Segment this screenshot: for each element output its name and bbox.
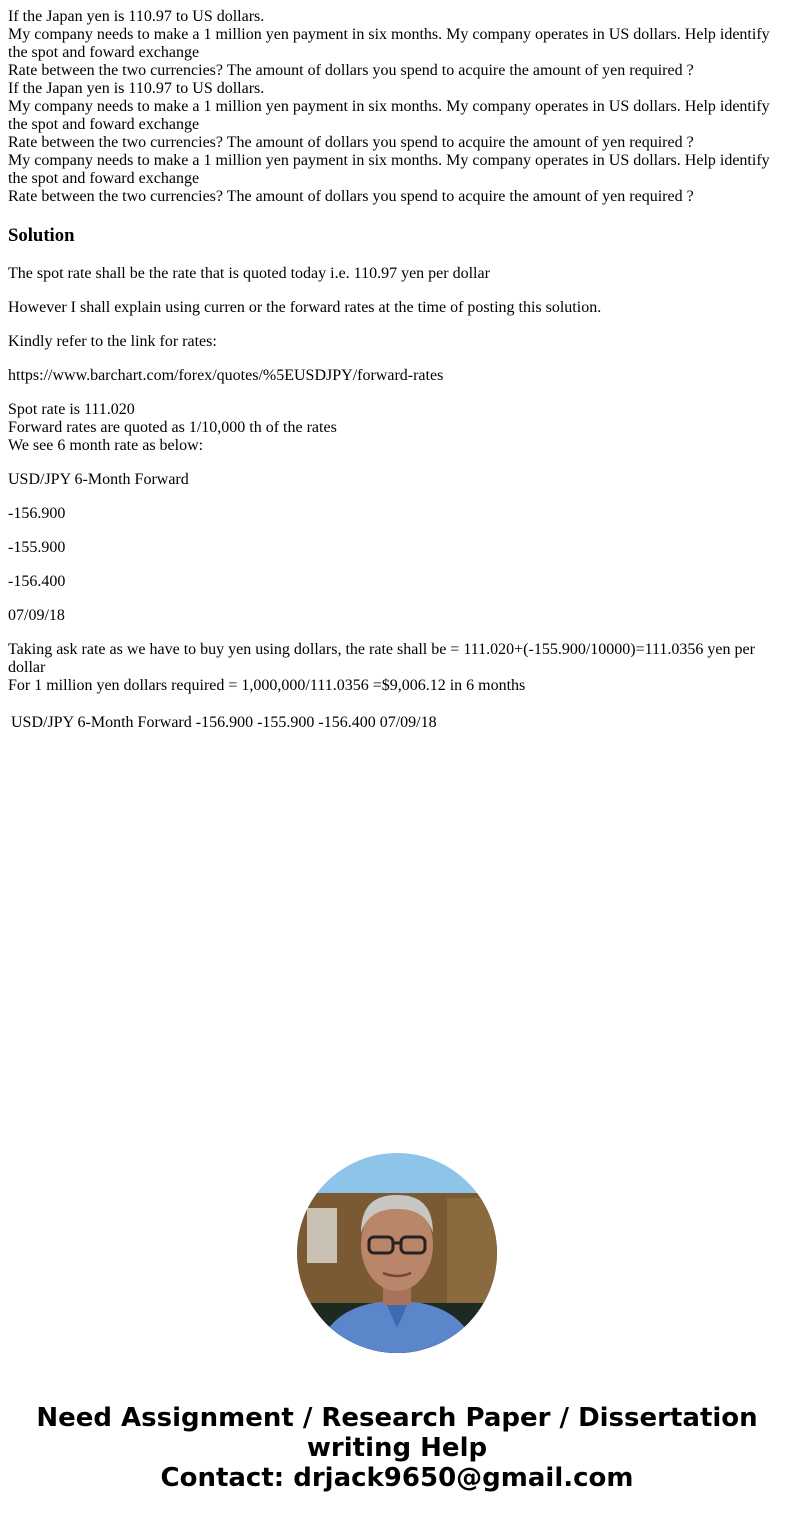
author-avatar bbox=[297, 1153, 497, 1353]
spot-statement: The spot rate shall be the rate that is quoted today i.e. 110.97 yen per dollar bbox=[8, 265, 490, 282]
ask-value: -155.900 bbox=[8, 539, 66, 556]
question-line: If the Japan yen is 110.97 to US dollars. bbox=[8, 8, 265, 25]
refer-paragraph: Kindly refer to the link for rates: bbox=[8, 333, 217, 350]
solution-heading: Solution bbox=[8, 225, 75, 246]
mid-value: -156.400 bbox=[8, 573, 66, 590]
rates-link: https://www.barchart.com/forex/quotes/%5EUSDJPY/forward-rates bbox=[8, 367, 444, 384]
question-line: My company needs to make a 1 million yen payment in six months. My company operates in US dollars. Help identify the spot and foward exchange bbox=[8, 26, 770, 61]
date-value: 07/09/18 bbox=[8, 607, 65, 624]
question-line: Rate between the two currencies? The amount of dollars you spend to acquire the amount of yen required ? bbox=[8, 188, 694, 205]
question-line: Rate between the two currencies? The amount of dollars you spend to acquire the amount of yen required ? bbox=[8, 62, 694, 79]
calc-line: Taking ask rate as we have to buy yen using dollars, the rate shall be = 111.020+(-155.900/10000)=111.0356 yen per dollar bbox=[8, 641, 755, 676]
forward-note-line: Forward rates are quoted as 1/10,000 th of the rates bbox=[8, 419, 337, 436]
question-block bbox=[8, 8, 786, 206]
forward-label: USD/JPY 6-Month Forward bbox=[8, 471, 189, 488]
forward-rate-table-row: USD/JPY 6-Month Forward -156.900 -155.900 -156.400 07/09/18 bbox=[11, 714, 437, 731]
bid-value: -156.900 bbox=[8, 505, 66, 522]
question-line: Rate between the two currencies? The amount of dollars you spend to acquire the amount of yen required ? bbox=[8, 134, 694, 151]
six-month-note-line: We see 6 month rate as below: bbox=[8, 437, 204, 454]
footer-line: Need Assignment / Research Paper / Dissertation bbox=[36, 1403, 758, 1433]
rates-block bbox=[8, 401, 786, 455]
footer-line: writing Help bbox=[306, 1433, 488, 1463]
explain-paragraph: However I shall explain using curren or the forward rates at the time of posting this solution. bbox=[8, 299, 602, 316]
solution-body bbox=[8, 265, 786, 695]
calculation-block bbox=[8, 641, 786, 695]
question-line: My company needs to make a 1 million yen payment in six months. My company operates in US dollars. Help identify the spot and foward exchange bbox=[8, 98, 770, 133]
question-line: If the Japan yen is 110.97 to US dollars. bbox=[8, 80, 265, 97]
calc-line: For 1 million yen dollars required = 1,000,000/111.0356 =$9,006.12 in 6 months bbox=[8, 677, 526, 694]
question-line: My company needs to make a 1 million yen payment in six months. My company operates in US dollars. Help identify the spot and foward exchange bbox=[8, 152, 770, 187]
footer-contact: Contact: drjack9650@gmail.com bbox=[160, 1463, 634, 1493]
footer-banner bbox=[0, 1403, 794, 1493]
person-photo-icon bbox=[297, 1153, 497, 1353]
spot-rate-line: Spot rate is 111.020 bbox=[8, 401, 135, 418]
